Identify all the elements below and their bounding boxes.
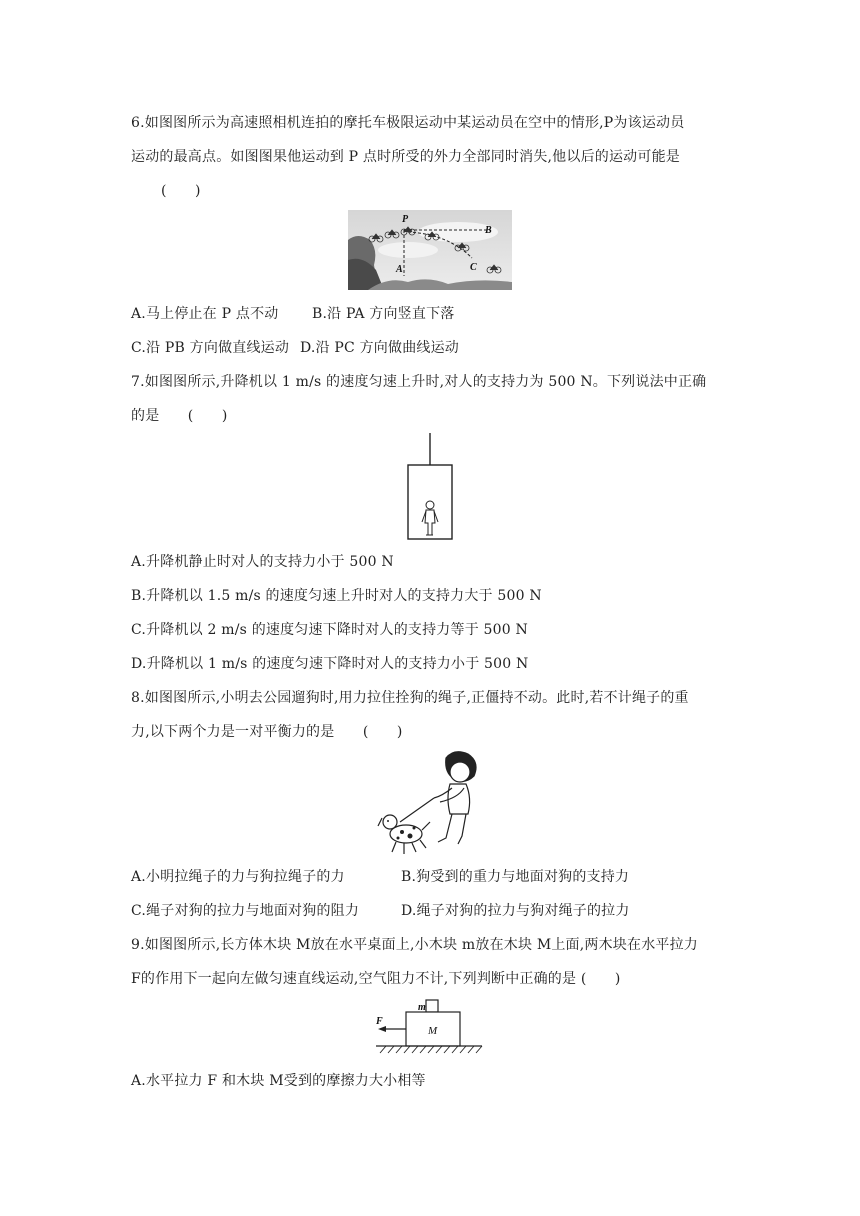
q7-stem-line1: 7.如图图所示,升降机以 1 m/s 的速度匀速上升时,对人的支持力为 500 N。下列说法中正确 (131, 374, 707, 390)
q8-stem-line2: 力,以下两个力是一对平衡力的是 ( ) (131, 724, 403, 740)
q8-stem-line1: 8.如图图所示,小明去公园遛狗时,用力拉住拴狗的绳子,正僵持不动。此时,若不计绳子的重 (131, 690, 689, 706)
q6-label-a: A (396, 264, 403, 275)
q7-option-c: C.升降机以 2 m/s 的速度匀速下降时对人的支持力等于 500 N (131, 622, 528, 638)
q6-label-c: C (470, 262, 477, 273)
q7-elevator-figure (400, 433, 460, 543)
q6-label-p: P (402, 214, 409, 225)
q6-label-b: B (485, 225, 492, 236)
q6-stem-line1: 6.如图图所示为高速照相机连拍的摩托车极限运动中某运动员在空中的情形,P为该运动员 (131, 115, 685, 131)
q7-option-d: D.升降机以 1 m/s 的速度匀速下降时对人的支持力小于 500 N (131, 656, 529, 672)
q6-stem-line2: 运动的最高点。如图图果他运动到 P 点时所受的外力全部同时消失,他以后的运动可能是 (131, 149, 680, 165)
q6-option-a: A.马上停止在 P 点不动 (131, 306, 279, 322)
q9-label-m: m (418, 1002, 426, 1013)
q8-option-c: C.绳子对狗的拉力与地面对狗的阻力 (131, 903, 360, 919)
q6-option-d: D.沿 PC 方向做曲线运动 (300, 340, 460, 356)
q8-boy-walking-dog-figure (376, 748, 486, 858)
q9-block-friction-figure (372, 996, 488, 1060)
q6-motorcycle-photo (348, 210, 512, 290)
q7-stem-line2: 的是 ( ) (131, 408, 228, 424)
q8-option-a: A.小明拉绳子的力与狗拉绳子的力 (131, 869, 345, 885)
q8-option-b: B.狗受到的重力与地面对狗的支持力 (401, 869, 630, 885)
q9-option-a: A.水平拉力 F 和木块 M受到的摩擦力大小相等 (131, 1073, 426, 1089)
q9-stem-line2: F的作用下一起向左做匀速直线运动,空气阻力不计,下列判断中正确的是 ( ) (131, 971, 621, 987)
q7-option-b: B.升降机以 1.5 m/s 的速度匀速上升时对人的支持力大于 500 N (131, 588, 542, 604)
q9-label-big-m: M (428, 1025, 438, 1037)
q8-option-d: D.绳子对狗的拉力与狗对绳子的拉力 (401, 903, 630, 919)
q7-option-a: A.升降机静止时对人的支持力小于 500 N (131, 554, 394, 570)
q6-option-c: C.沿 PB 方向做直线运动 (131, 340, 290, 356)
q6-answer-blank: ( ) (161, 183, 201, 199)
q9-stem-line1: 9.如图图所示,长方体木块 M放在水平桌面上,小木块 m放在木块 M上面,两木块在水平拉力 (131, 937, 699, 953)
q9-label-f: F (376, 1016, 383, 1027)
q6-option-b: B.沿 PA 方向竖直下落 (312, 306, 455, 322)
